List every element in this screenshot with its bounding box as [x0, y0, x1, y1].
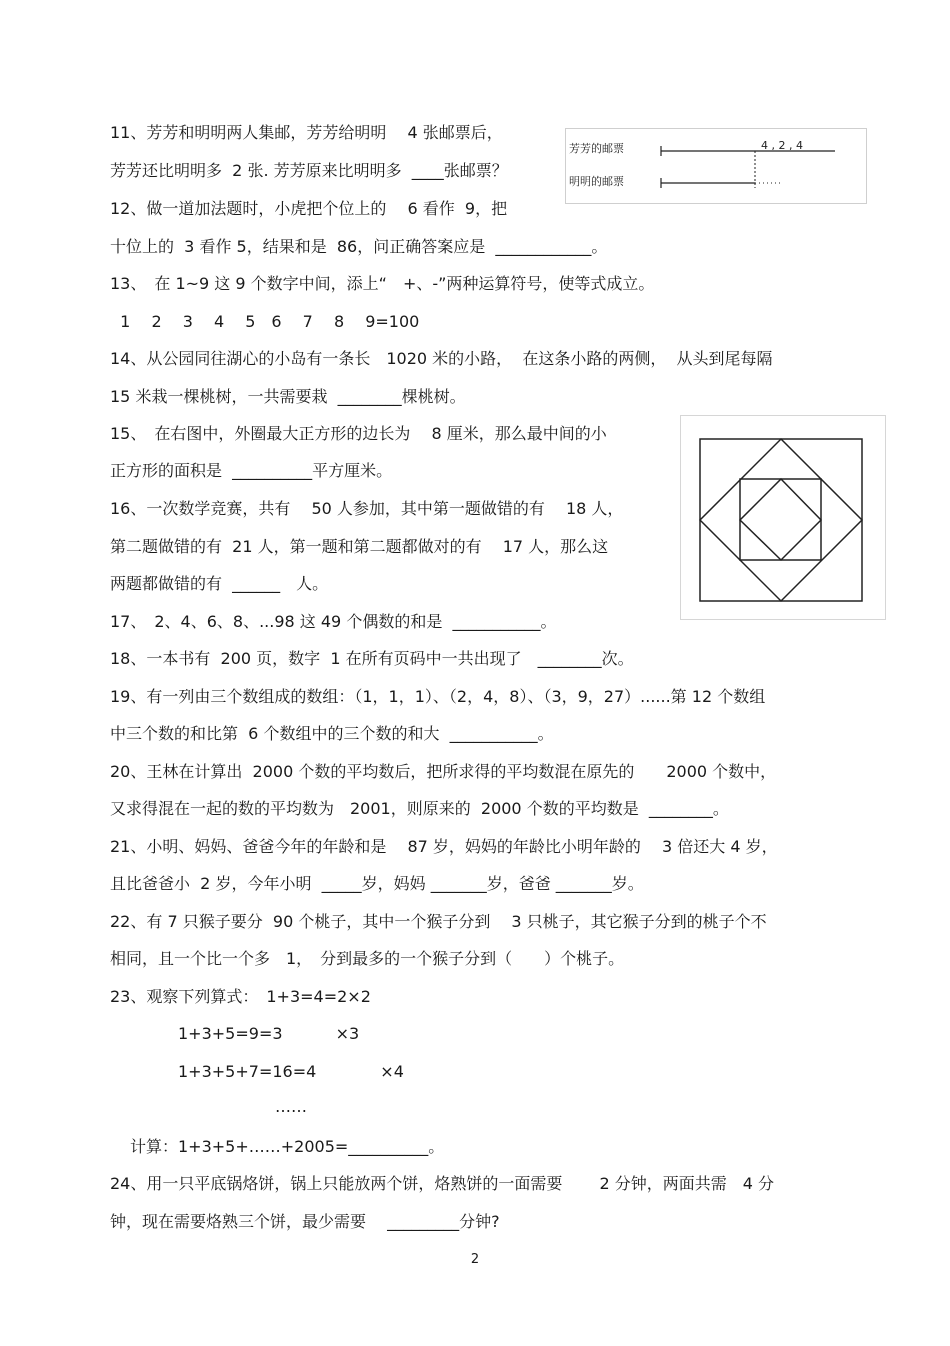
q19-line-2: 中三个数的和比第 6 个数组中的三个数的和大 ___________。	[110, 724, 554, 743]
q13-equation: 1 2 3 4 5 6 7 8 9=100	[110, 312, 420, 331]
stamp-diagram	[565, 128, 867, 204]
q22-line-1: 22、有 7 只猴子要分 90 个桃子，其中一个猴子分到 3 只桃子，其它猴子分到的桃子个不	[110, 912, 767, 931]
q14-line-1: 14、从公园同往湖心的小岛有一条长 1020 米的小路， 在这条小路的两侧， 从头到尾每隔	[110, 349, 773, 368]
q16-line-1: 16、一次数学竞赛，共有 50 人参加，其中第一题做错的有 18 人，	[110, 499, 624, 518]
q23-formula-2: 1+3+5=9=3 ×3	[178, 1024, 360, 1043]
q15-line-2: 正方形的面积是 __________平方厘米。	[110, 461, 393, 480]
stamp-label-fangfang: 芳芳的邮票	[569, 142, 624, 155]
q12-line-2: 十位上的 3 看作 5，结果和是 86，问正确答案应是 ____________。	[110, 237, 608, 256]
stamp-label-mingming: 明明的邮票	[569, 175, 624, 188]
q23-formula-3: 1+3+5+7=16=4 ×4	[178, 1062, 404, 1081]
q24-line-2: 钟，现在需要烙熟三个饼，最少需要 _________分钟?	[110, 1212, 500, 1231]
q16-line-2: 第二题做错的有 21 人，第一题和第二题都做对的有 17 人，那么这	[110, 537, 609, 556]
q11-line-2: 芳芳还比明明多 2 张. 芳芳原来比明明多 ____张邮票？	[110, 161, 508, 180]
q17-line: 17、 2、4、6、8、...98 这 49 个偶数的和是 ___________。	[110, 612, 557, 631]
q15-line-1: 15、 在右图中，外圈最大正方形的边长为 8 厘米，那么最中间的小	[110, 424, 607, 443]
q24-line-1: 24、用一只平底锅烙饼，锅上只能放两个饼，烙熟饼的一面需要 2 分钟，两面共需 4 分	[110, 1174, 774, 1193]
q21-line-2: 且比爸爸小 2 岁，今年小明 _____岁，妈妈 _______岁，爸爸 _______岁。	[110, 874, 644, 893]
q21-line-1: 21、小明、妈妈、爸爸今年的年龄和是 87 岁，妈妈的年龄比小明年龄的 3 倍还大 4 岁，	[110, 837, 778, 856]
q23-ellipsis: ……	[275, 1097, 307, 1116]
q22-line-2: 相同，且一个比一个多 1， 分到最多的一个猴子分到（ ）个桃子。	[110, 949, 625, 968]
nested-squares-figure	[680, 415, 886, 620]
q14-line-2: 15 米栽一棵桃树，一共需要栽 ________棵桃树。	[110, 387, 466, 406]
q13-line-1: 13、 在 1~9 这 9 个数字中间，添上“ +、-”两种运算符号，使等式成立。	[110, 274, 655, 293]
q12-line-1: 12、做一道加法题时，小虎把个位上的 6 看作 9，把	[110, 199, 508, 218]
q19-line-1: 19、有一列由三个数组成的数组：（1，1，1）、（2，4，8）、（3，9，27）......第 12 个数组	[110, 687, 766, 706]
q18-line: 18、一本书有 200 页，数字 1 在所有页码中一共出现了 ________次。	[110, 649, 634, 668]
q20-line-2: 又求得混在一起的数的平均数为 2001，则原来的 2000 个数的平均数是 ________。	[110, 799, 729, 818]
stamp-segment-values: 4 , 2 , 4	[761, 139, 803, 152]
q23-line-1: 23、观察下列算式： 1+3=4=2×2	[110, 987, 371, 1006]
q20-line-1: 20、王林在计算出 2000 个数的平均数后，把所求得的平均数混在原先的 2000 个数中，	[110, 762, 777, 781]
q11-line-1: 11、芳芳和明明两人集邮，芳芳给明明 4 张邮票后，	[110, 123, 503, 142]
q16-line-3: 两题都做错的有 ______ 人。	[110, 574, 329, 593]
q23-compute: 计算：1+3+5+……+2005=__________。	[130, 1137, 445, 1156]
page-number: 2	[470, 1252, 480, 1267]
